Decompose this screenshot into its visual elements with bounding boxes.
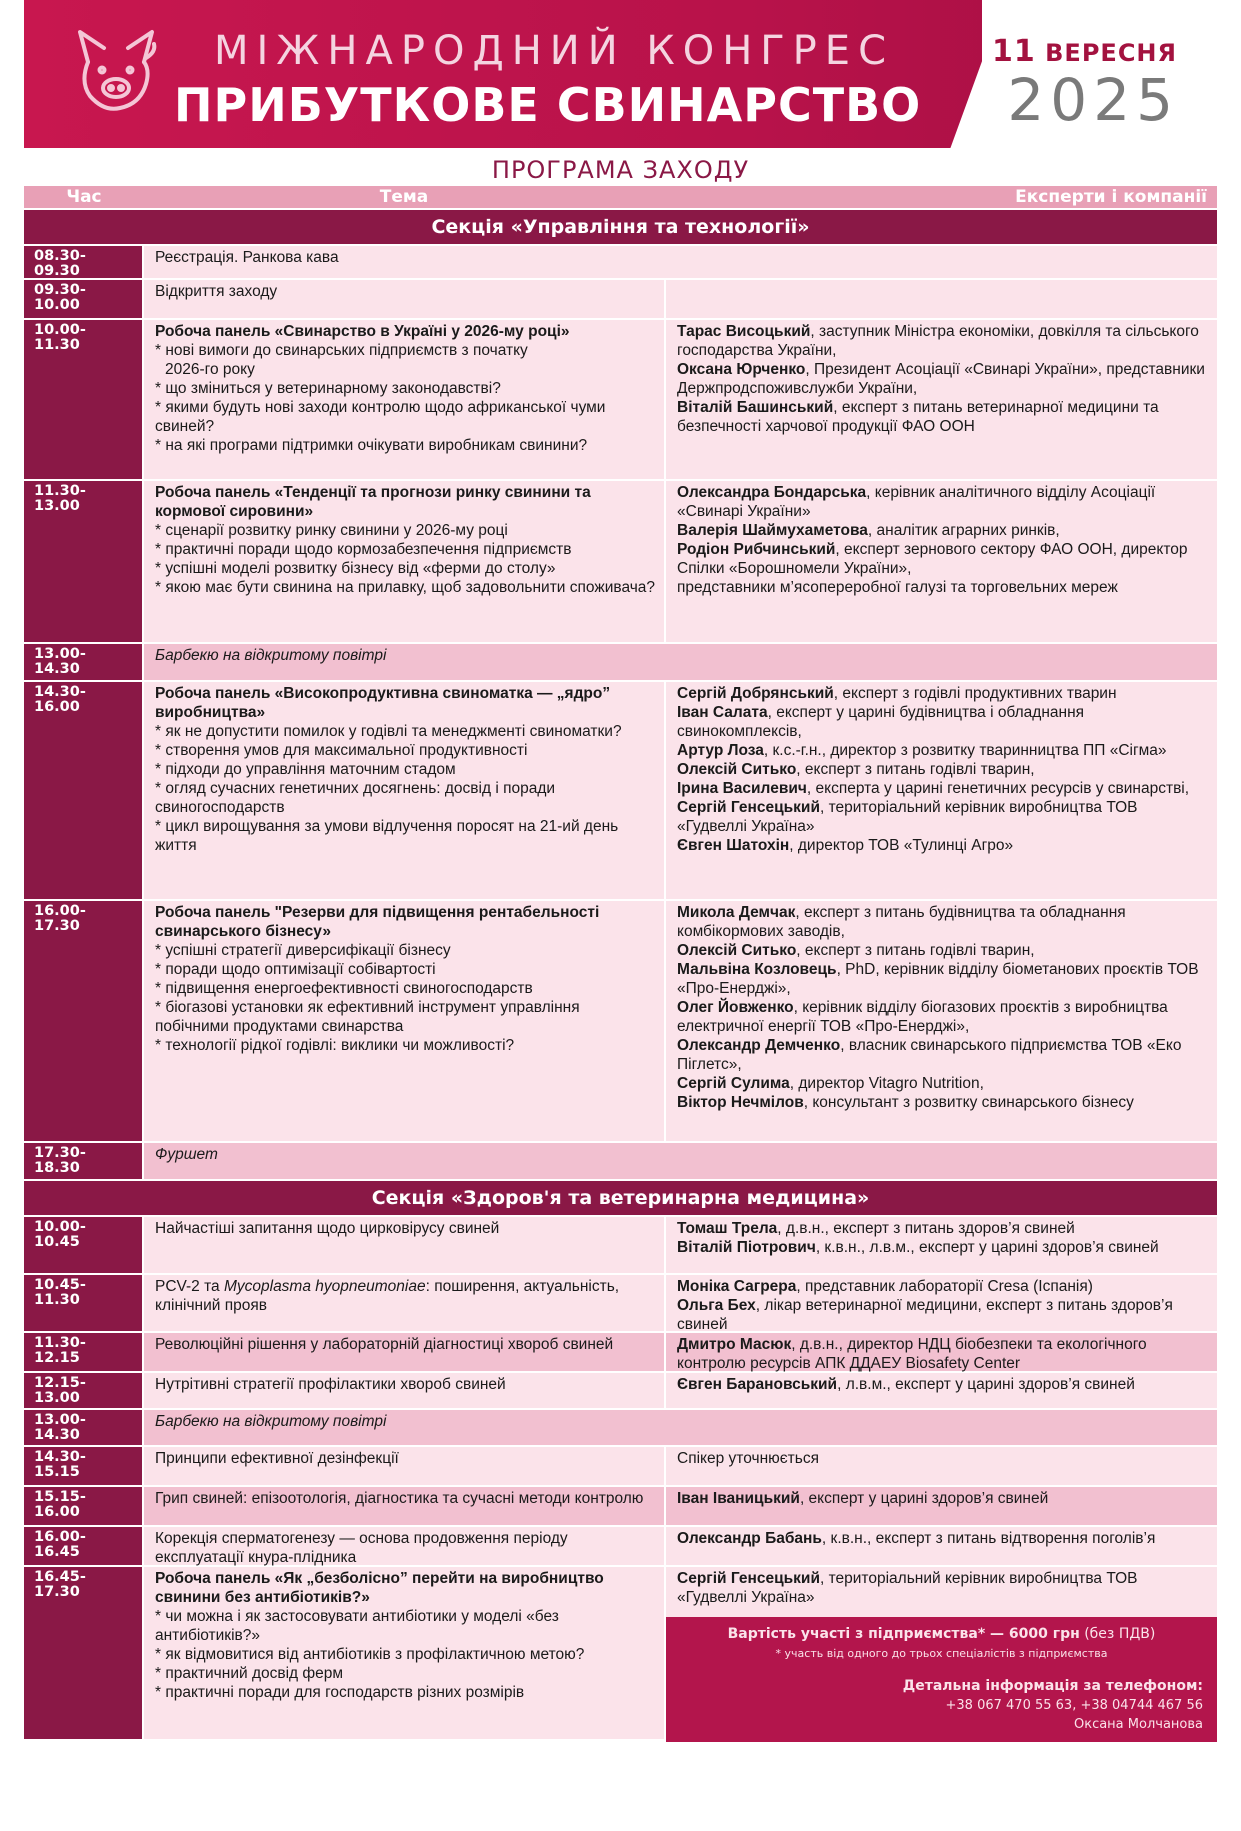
time-cell: 09.30- 10.00 [24, 280, 142, 318]
topic-bullet: * створення умов для максимальної продуктивності [155, 742, 528, 759]
experts-cell [666, 1567, 1217, 1739]
column-topic: Тема [379, 187, 429, 207]
topic-bullet: * якою має бути свинина на прилавку, щоб задовольнити споживача? [155, 579, 656, 596]
panel-title: Робоча панель «Тенденції та прогнози ринку свинини та кормової сировини» [155, 484, 591, 520]
schedule-row [24, 481, 1217, 644]
expert-entry: Олексій Ситько, експерт з питань годівлі тварин, [677, 761, 1035, 778]
schedule-row [24, 1373, 1217, 1410]
schedule-row [24, 1410, 1217, 1447]
topic-bullet: * підходи до управління маточним стадом [155, 761, 456, 778]
expert-entry: Родіон Рибчинський, експерт зернового сектору ФАО ООН, директор Спілки «Борошномели України», [677, 541, 1188, 577]
contact-person: Оксана Молчанова [1073, 1717, 1203, 1732]
expert-entry: Віктор Нечмілов, консультант з розвитку свинарського бізнесу [677, 1094, 1134, 1111]
expert-entry: Сергій Генсецький, територіальний керівник виробництва ТОВ «Гудвеллі Україна» [677, 799, 1138, 835]
topic-bullet: * поради щодо оптимізації собівартості [155, 961, 436, 978]
time-cell: 08.30- 09.30 [24, 246, 142, 278]
expert-entry: Олександр Демченко, власник свинарського підприємства ТОВ «Еко Піглетс», [677, 1037, 1182, 1073]
topic-bullet: * технології рідкої годівлі: виклики чи можливості? [155, 1037, 515, 1054]
expert-entry: Дмитро Масюк, д.в.н., директор НДЦ біобезпеки та екологічного контролю ресурсів АПК ДДАЕУ Biosafety Center [677, 1336, 1147, 1372]
topic-bullet: * нові вимоги до свинарських підприємств з початку [155, 342, 528, 359]
topic-cell: Реєстрація. Ранкова кава [144, 246, 1217, 278]
time-cell: 10.00- 11.30 [24, 320, 142, 479]
schedule-row [24, 1447, 1217, 1487]
topic-bullet: * успішні моделі розвитку бізнесу від «ферми до столу» [155, 560, 556, 577]
schedule-row [24, 1487, 1217, 1527]
experts-cell [666, 682, 1217, 899]
schedule-row [24, 1217, 1217, 1275]
experts-cell [666, 320, 1217, 479]
topic-cell: Нутрітивні стратегії профілактики хвороб свиней [144, 1373, 664, 1408]
panel-title: Робоча панель «Високопродуктивна свиноматка — „ядро” виробництва» [155, 685, 611, 721]
time-cell: 16.45- 17.30 [24, 1567, 142, 1739]
contact-heading: Детальна інформація за телефоном: [902, 1678, 1203, 1694]
topic-cell: Корекція сперматогенезу — основа продовження періоду експлуатації кнура-плідника [144, 1527, 664, 1565]
panel-title: Робоча панель "Резерви для підвищення рентабельності свинарського бізнесу» [155, 904, 600, 940]
experts-cell [666, 1527, 1217, 1565]
expert-entry: Сергій Сулима, директор Vitagro Nutrition, [677, 1075, 984, 1092]
expert-entry: Валерія Шаймухаметова, аналітик аграрних ринків, [677, 522, 1060, 539]
schedule-row [24, 280, 1217, 320]
topic-bullet: * практичний досвід ферм [155, 1665, 344, 1682]
price-note: * участь від одного до трьох спеціалістів з підприємства [775, 1647, 1108, 1660]
experts-cell [666, 901, 1217, 1141]
expert-entry: Віталій Піотрович, к.в.н., л.в.м., експерт у царині здоров’я свиней [677, 1239, 1159, 1256]
topic-bullet: * якими будуть нові заходи контролю щодо африканської чуми свиней? [155, 399, 606, 435]
experts-cell [666, 1333, 1217, 1371]
topic-cell: Революційні рішення у лабораторній діагностиці хвороб свиней [144, 1333, 664, 1371]
schedule-row [24, 1143, 1217, 1181]
contact-phones: +38 067 470 55 63, +38 04744 467 56 [945, 1698, 1203, 1713]
schedule-row [24, 320, 1217, 481]
experts-cell [666, 1217, 1217, 1273]
schedule-row [24, 1527, 1217, 1567]
expert-entry: Оксана Юрченко, Президент Асоціації «Свинарі України», представники Держпродспоживслужби України, [677, 361, 1205, 397]
topic-cell: Фуршет [144, 1143, 1217, 1179]
topic-bullet: * успішні стратегії диверсифікації бізнесу [155, 942, 451, 959]
schedule-row [24, 682, 1217, 901]
panel-title: Робоча панель «Як „безболісно” перейти на виробництво свинини без антибіотиків?» [155, 1570, 604, 1606]
event-year: 2025 [1007, 66, 1179, 134]
time-cell: 10.00- 10.45 [24, 1217, 142, 1273]
experts-cell [666, 1487, 1217, 1525]
topic-cell [144, 901, 664, 1141]
expert-entry: Євген Барановський, л.в.м., експерт у царині здоров’я свиней [677, 1376, 1135, 1393]
experts-cell [666, 280, 1217, 318]
expert-entry: Ірина Василевич, експерта у царині генетичних ресурсів у свинарстві, [677, 780, 1190, 797]
topic-bullet: * цикл вирощування за умови відлучення поросят на 21-ий день життя [155, 818, 619, 854]
expert-entry: Сергій Добрянський, експерт з годівлі продуктивних тварин [677, 685, 1117, 702]
expert-entry: Томаш Трела, д.в.н., експерт з питань здоров’я свиней [677, 1220, 1075, 1237]
topic-cell: Барбекю на відкритому повітрі [144, 644, 1217, 680]
pig-logo-icon [70, 22, 162, 122]
expert-entry: представники м’ясопереробної галузі та торговельних мереж [677, 579, 1118, 596]
time-cell: 17.30- 18.30 [24, 1143, 142, 1179]
expert-entry: Тарас Висоцький, заступник Міністра економіки, довкілля та сільського господарства України, [677, 323, 1199, 359]
topic-bullet: * сценарії розвитку ринку свинини у 2026-му році [155, 522, 508, 539]
topic-cell [144, 1567, 664, 1739]
expert-entry: Олександр Бабань, к.в.н., експерт з питань відтворення поголів’я [677, 1530, 1156, 1547]
column-time: Час [66, 187, 102, 207]
topic-bullet: * що зміниться у ветеринарному законодавстві? [155, 380, 501, 397]
congress-subtitle: МІЖНАРОДНИЙ КОНГРЕС [214, 28, 895, 74]
expert-entry: Олег Йовженко, керівник відділу біогазових проєктів з виробництва електричної енергії ТОВ «Про-Енерджі», [677, 999, 1168, 1035]
topic-cell: Принципи ефективної дезінфекції [144, 1447, 664, 1485]
panel-title: Робоча панель «Свинарство в Україні у 2026-му році» [155, 323, 570, 340]
expert-entry: Сергій Генсецький, територіальний керівник виробництва ТОВ «Гудвеллі Україна» [677, 1570, 1138, 1606]
schedule-row [24, 901, 1217, 1143]
expert-entry: Мальвіна Козловець, PhD, керівник відділу біометанових проєктів ТОВ «Про-Енерджі», [677, 961, 1199, 997]
time-cell: 10.45- 11.30 [24, 1275, 142, 1331]
schedule-row [24, 644, 1217, 682]
time-cell: 14.30- 16.00 [24, 682, 142, 899]
price-info-box [666, 1617, 1217, 1742]
experts-cell [666, 481, 1217, 642]
schedule-row [24, 246, 1217, 280]
experts-cell [666, 1275, 1217, 1331]
expert-entry: Євген Шатохін, директор ТОВ «Тулинці Агро» [677, 837, 1014, 854]
topic-bullet: * практичні поради для господарств різних розмірів [155, 1684, 525, 1701]
topic-cell: Відкриття заходу [144, 280, 664, 318]
schedule-row [24, 1333, 1217, 1373]
event-title: ПРИБУТКОВЕ СВИНАРСТВО [174, 78, 922, 132]
header-banner [24, 0, 1217, 148]
topic-cell: Найчастіші запитання щодо цирковірусу свиней [144, 1217, 664, 1273]
section-title: Секція «Здоров'я та ветеринарна медицина» [24, 1181, 1217, 1217]
expert-entry: Ольга Бех, лікар ветеринарної медицини, експерт з питань здоров’я свиней [677, 1297, 1173, 1333]
topic-bullet: * на які програми підтримки очікувати виробникам свинини? [155, 437, 588, 454]
program-page [24, 0, 1217, 1741]
topic-cell [144, 481, 664, 642]
section-title: Секція «Управління та технології» [24, 210, 1217, 246]
topic-bullet: 2026-го року [165, 361, 255, 378]
time-cell: 13.00- 14.30 [24, 1410, 142, 1445]
time-cell: 13.00- 14.30 [24, 644, 142, 680]
schedule-row [24, 1567, 1217, 1741]
experts-cell [666, 1373, 1217, 1408]
topic-bullet: * як не допустити помилок у годівлі та менеджменті свиноматки? [155, 723, 622, 740]
time-cell: 11.30- 12.15 [24, 1333, 142, 1371]
time-cell: 16.00- 17.30 [24, 901, 142, 1141]
expert-entry: Моніка Сагрера, представник лабораторії Cresa (Іспанія) [677, 1278, 1093, 1295]
topic-bullet: * практичні поради щодо кормозабезпечення підприємств [155, 541, 572, 558]
topic-cell [144, 320, 664, 479]
topic-cell: Барбекю на відкритому повітрі [144, 1410, 1217, 1445]
expert-entry: Олександра Бондарська, керівник аналітичного відділу Асоціації «Свинарі України» [677, 484, 1156, 520]
expert-entry: Олексій Ситько, експерт з питань годівлі тварин, [677, 942, 1035, 959]
time-cell: 15.15- 16.00 [24, 1487, 142, 1525]
event-date [992, 34, 1177, 69]
time-cell: 12.15- 13.00 [24, 1373, 142, 1408]
event-month: ВЕРЕСНЯ [1045, 39, 1177, 67]
event-day: 11 [992, 34, 1036, 69]
expert-entry: Артур Лоза, к.с.-г.н., директор з розвитку тваринництва ПП «Сігма» [677, 742, 1167, 759]
topic-bullet: * як відмовитися від антибіотиків з профілактичною метою? [155, 1646, 585, 1663]
expert-entry: Іван Іваницький, експерт у царині здоров’я свиней [677, 1490, 1049, 1507]
expert-entry: Іван Салата, експерт у царині будівництва і обладнання свинокомплексів, [677, 704, 1085, 740]
time-cell: 14.30- 15.15 [24, 1447, 142, 1485]
topic-cell [144, 682, 664, 899]
topic-bullet: * огляд сучасних генетичних досягнень: досвід і поради свиногосподарств [155, 780, 556, 816]
topic-bullet: * біогазові установки як ефективний інструмент управління побічними продуктами свинарства [155, 999, 580, 1035]
topic-bullet: * чи можна і як застосовувати антибіотики у моделі «без антибіотиків?» [155, 1608, 559, 1644]
expert-entry: Віталій Башинський, експерт з питань ветеринарної медицини та безпечності харчової продукції ФАО ООН [677, 399, 1159, 435]
time-cell: 16.00- 16.45 [24, 1527, 142, 1565]
topic-bullet: * підвищення енергоефективності свиногосподарств [155, 980, 533, 997]
column-experts: Експерти і компанії [1015, 187, 1207, 207]
schedule-row [24, 1275, 1217, 1333]
experts-cell: Спікер уточнюється [666, 1447, 1217, 1485]
topic-cell: PCV-2 та Mycoplasma hyopneumoniae: поширення, актуальність, клінічний прояв [144, 1275, 664, 1331]
price-line: Вартість участі з підприємства* — 6000 грн (без ПДВ) [727, 1626, 1156, 1642]
expert-entry: Микола Демчак, експерт з питань будівництва та обладнання комбікормових заводів, [677, 904, 1126, 940]
time-cell: 11.30- 13.00 [24, 481, 142, 642]
column-header [24, 186, 1217, 210]
topic-cell: Грип свиней: епізоотологія, діагностика та сучасні методи контролю [144, 1487, 664, 1525]
program-title: ПРОГРАМА ЗАХОДУ [491, 156, 750, 184]
